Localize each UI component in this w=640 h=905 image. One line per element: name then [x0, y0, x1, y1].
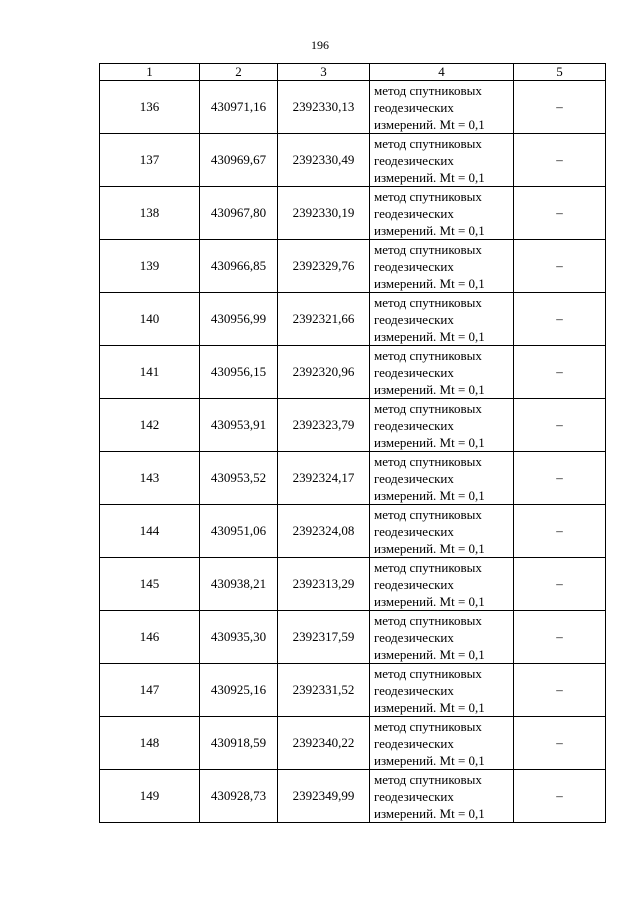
method-cell [370, 717, 514, 770]
method-cell [370, 399, 514, 452]
point-number-cell: 140 [100, 293, 200, 346]
column-header-4: 4 [370, 64, 514, 81]
method-line-2: геодезических [374, 523, 454, 539]
method-line-3: измерений. Mt = 0,1 [374, 805, 485, 821]
description-cell: – [514, 293, 606, 346]
y-coordinate-cell: 2392330,19 [278, 187, 370, 240]
y-coordinate-cell: 2392331,52 [278, 664, 370, 717]
method-line-3: измерений. Mt = 0,1 [374, 328, 485, 344]
y-coordinate-cell: 2392317,59 [278, 611, 370, 664]
description-cell: – [514, 240, 606, 293]
method-line-3: измерений. Mt = 0,1 [374, 275, 485, 291]
description-cell: – [514, 346, 606, 399]
x-coordinate-cell: 430925,16 [200, 664, 278, 717]
method-line-1: метод спутниковых [374, 135, 482, 151]
method-line-1: метод спутниковых [374, 559, 482, 575]
method-line-1: метод спутниковых [374, 347, 482, 363]
method-line-1: метод спутниковых [374, 82, 482, 98]
description-cell: – [514, 505, 606, 558]
x-coordinate-cell: 430935,30 [200, 611, 278, 664]
page-number: 196 [311, 38, 329, 52]
method-line-3: измерений. Mt = 0,1 [374, 116, 485, 132]
method-line-2: геодезических [374, 258, 454, 274]
description-cell: – [514, 664, 606, 717]
method-cell [370, 346, 514, 399]
method-line-2: геодезических [374, 629, 454, 645]
point-number-cell: 141 [100, 346, 200, 399]
method-line-1: метод спутниковых [374, 771, 482, 787]
x-coordinate-cell: 430966,85 [200, 240, 278, 293]
method-line-2: геодезических [374, 788, 454, 804]
point-number-cell: 146 [100, 611, 200, 664]
description-cell: – [514, 770, 606, 823]
method-cell [370, 558, 514, 611]
x-coordinate-cell: 430956,15 [200, 346, 278, 399]
table-row [100, 611, 606, 664]
x-coordinate-cell: 430951,06 [200, 505, 278, 558]
table-row [100, 505, 606, 558]
method-line-1: метод спутниковых [374, 294, 482, 310]
y-coordinate-cell: 2392329,76 [278, 240, 370, 293]
x-coordinate-cell: 430967,80 [200, 187, 278, 240]
method-line-2: геодезических [374, 152, 454, 168]
point-number-cell: 145 [100, 558, 200, 611]
method-line-1: метод спутниковых [374, 400, 482, 416]
table-row [100, 134, 606, 187]
y-coordinate-cell: 2392323,79 [278, 399, 370, 452]
point-number-cell: 136 [100, 81, 200, 134]
y-coordinate-cell: 2392330,13 [278, 81, 370, 134]
table-row [100, 664, 606, 717]
point-number-cell: 144 [100, 505, 200, 558]
method-line-3: измерений. Mt = 0,1 [374, 222, 485, 238]
point-number-cell: 147 [100, 664, 200, 717]
method-line-1: метод спутниковых [374, 506, 482, 522]
column-header-1: 1 [100, 64, 200, 81]
method-line-2: геодезических [374, 576, 454, 592]
point-number-cell: 139 [100, 240, 200, 293]
method-line-2: геодезических [374, 417, 454, 433]
method-line-1: метод спутниковых [374, 718, 482, 734]
x-coordinate-cell: 430971,16 [200, 81, 278, 134]
table-row [100, 81, 606, 134]
method-line-1: метод спутниковых [374, 453, 482, 469]
method-line-2: геодезических [374, 364, 454, 380]
method-line-2: геодезических [374, 470, 454, 486]
method-line-3: измерений. Mt = 0,1 [374, 699, 485, 715]
method-line-2: геодезических [374, 205, 454, 221]
x-coordinate-cell: 430953,52 [200, 452, 278, 505]
table-row [100, 452, 606, 505]
description-cell: – [514, 81, 606, 134]
description-cell: – [514, 611, 606, 664]
point-number-cell: 143 [100, 452, 200, 505]
table-row [100, 240, 606, 293]
y-coordinate-cell: 2392349,99 [278, 770, 370, 823]
method-line-3: измерений. Mt = 0,1 [374, 593, 485, 609]
table-row [100, 399, 606, 452]
point-number-cell: 148 [100, 717, 200, 770]
method-cell [370, 770, 514, 823]
method-line-2: геодезических [374, 735, 454, 751]
method-cell [370, 505, 514, 558]
method-cell [370, 134, 514, 187]
method-line-2: геодезических [374, 682, 454, 698]
method-line-3: измерений. Mt = 0,1 [374, 487, 485, 503]
method-cell [370, 81, 514, 134]
table-row [100, 558, 606, 611]
description-cell: – [514, 399, 606, 452]
column-header-2: 2 [200, 64, 278, 81]
method-line-2: геодезических [374, 99, 454, 115]
y-coordinate-cell: 2392324,08 [278, 505, 370, 558]
x-coordinate-cell: 430956,99 [200, 293, 278, 346]
method-line-3: измерений. Mt = 0,1 [374, 752, 485, 768]
method-cell [370, 664, 514, 717]
table-row [100, 770, 606, 823]
description-cell: – [514, 452, 606, 505]
method-line-2: геодезических [374, 311, 454, 327]
table-row [100, 187, 606, 240]
method-cell [370, 293, 514, 346]
y-coordinate-cell: 2392313,29 [278, 558, 370, 611]
y-coordinate-cell: 2392330,49 [278, 134, 370, 187]
point-number-cell: 149 [100, 770, 200, 823]
method-cell [370, 187, 514, 240]
method-line-3: измерений. Mt = 0,1 [374, 169, 485, 185]
x-coordinate-cell: 430928,73 [200, 770, 278, 823]
table-header-row [100, 64, 606, 81]
x-coordinate-cell: 430918,59 [200, 717, 278, 770]
method-cell [370, 240, 514, 293]
point-number-cell: 142 [100, 399, 200, 452]
method-line-1: метод спутниковых [374, 188, 482, 204]
y-coordinate-cell: 2392340,22 [278, 717, 370, 770]
point-number-cell: 138 [100, 187, 200, 240]
y-coordinate-cell: 2392324,17 [278, 452, 370, 505]
table-row [100, 717, 606, 770]
coordinates-table [99, 63, 606, 823]
method-line-3: измерений. Mt = 0,1 [374, 540, 485, 556]
method-cell [370, 611, 514, 664]
column-header-3: 3 [278, 64, 370, 81]
table-row [100, 293, 606, 346]
description-cell: – [514, 187, 606, 240]
x-coordinate-cell: 430969,67 [200, 134, 278, 187]
table-body [100, 81, 606, 823]
x-coordinate-cell: 430938,21 [200, 558, 278, 611]
description-cell: – [514, 558, 606, 611]
method-line-3: измерений. Mt = 0,1 [374, 434, 485, 450]
x-coordinate-cell: 430953,91 [200, 399, 278, 452]
method-line-1: метод спутниковых [374, 241, 482, 257]
method-line-1: метод спутниковых [374, 612, 482, 628]
point-number-cell: 137 [100, 134, 200, 187]
method-line-1: метод спутниковых [374, 665, 482, 681]
column-header-5: 5 [514, 64, 606, 81]
method-line-3: измерений. Mt = 0,1 [374, 381, 485, 397]
y-coordinate-cell: 2392320,96 [278, 346, 370, 399]
y-coordinate-cell: 2392321,66 [278, 293, 370, 346]
method-line-3: измерений. Mt = 0,1 [374, 646, 485, 662]
method-cell [370, 452, 514, 505]
table-row [100, 346, 606, 399]
description-cell: – [514, 134, 606, 187]
description-cell: – [514, 717, 606, 770]
